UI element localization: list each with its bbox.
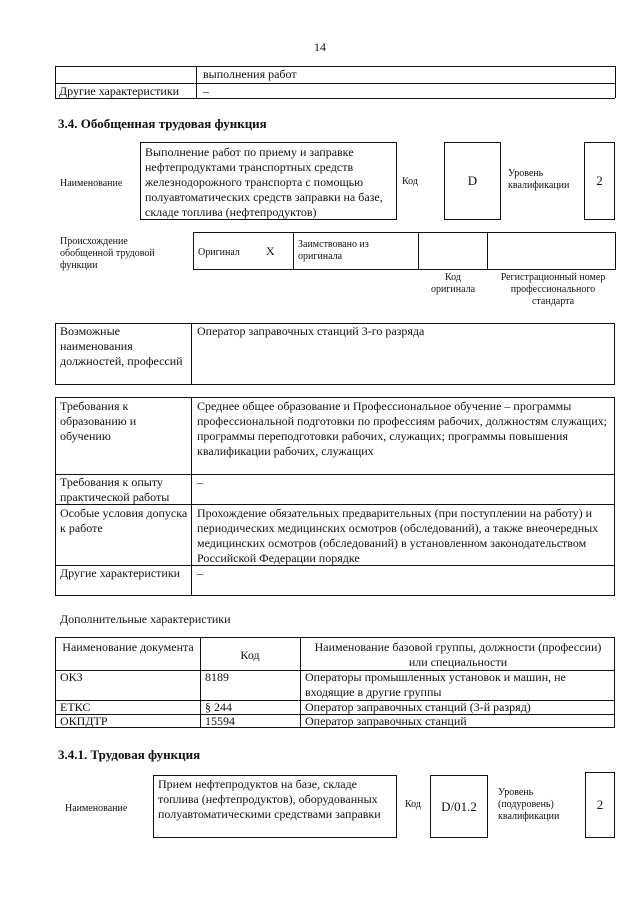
reg-number-caption: Регистрационный номер профессионального стандарта: [500, 272, 606, 307]
section-heading-3-4-1: 3.4.1. Трудовая функция: [58, 747, 201, 762]
extra-row-etks-code: § 244: [205, 700, 232, 714]
top-table-cell-continuation: выполнения работ: [203, 67, 297, 81]
code-original-caption: Код оригинала: [430, 272, 476, 295]
top-table-value-other: –: [203, 84, 209, 98]
code-label: Код: [402, 176, 418, 187]
function-name-box: [140, 142, 397, 220]
tf-level-value: 2: [596, 797, 604, 812]
requirement-value-admission: Прохождение обязательных предварительных (при поступлении на работу) и периодических медицинских осмотров (обследований), а также внеочередных медицинских осмотров (обследований) в установленном законодательством Российской Федерации порядке: [197, 506, 599, 565]
code-value: D: [467, 173, 478, 188]
extra-col-code: Код: [240, 648, 260, 662]
requirement-label-other: Другие характеристики: [60, 566, 181, 580]
section-heading-3-4: 3.4. Обобщенная трудовая функция: [58, 116, 267, 131]
tf-name-label: Наименование: [65, 803, 128, 814]
positions-value: Оператор заправочных станций 3-го разряда: [197, 324, 425, 338]
original-mark: X: [266, 244, 275, 258]
requirement-label-education: Требования к образованию и обучению: [60, 399, 137, 443]
tf-code-value-box: [430, 775, 488, 838]
level-value-box: [584, 142, 615, 220]
original-label: Оригинал: [198, 247, 240, 258]
tf-name-text: Прием нефтепродуктов на базе, складе топлива (нефтепродуктов), оборудованных полуавтоматическими средствами заправки: [158, 777, 381, 821]
function-name-text: Выполнение работ по приему и заправке нефтепродуктами транспортных средств железнодорожного транспорта с помощью полуавтоматических средств заправки на базе, складе топлива (нефтепродуктов): [145, 145, 383, 219]
requirement-label-admission: Особые условия допуска к работе: [60, 506, 188, 535]
origin-label: Происхождение обобщенной трудовой функции: [60, 236, 155, 271]
extra-row-etks-group: Оператор заправочных станций (3-й разряд): [305, 700, 531, 714]
name-label: Наименование: [60, 178, 123, 189]
tf-code-value: D/01.2: [441, 799, 477, 814]
extra-row-etks-document: ЕТКС: [60, 700, 91, 714]
level-label: Уровень квалификации: [508, 168, 570, 191]
tf-level-label: Уровень (подуровень) квалификации: [498, 787, 560, 822]
requirement-label-experience: Требования к опыту практической работы: [60, 475, 170, 504]
tf-level-value-box: [585, 772, 615, 838]
extra-row-okz-document: ОКЗ: [60, 670, 83, 684]
positions-label: Возможные наименования должностей, профессий: [60, 324, 183, 368]
requirement-value-education: Среднее общее образование и Профессиональное обучение – программы профессиональной подготовки по профессиям рабочих, должностям служащих; программы переподготовки рабочих, служащих; программы повышения квалификации рабочих, служащих: [197, 399, 607, 458]
extra-col-group: Наименование базовой группы, должности (профессии) или специальности: [314, 640, 602, 669]
extra-heading: Дополнительные характеристики: [60, 612, 231, 626]
level-value: 2: [596, 173, 603, 188]
code-value-box: [444, 142, 501, 220]
requirement-value-other: –: [197, 566, 203, 580]
extra-row-okpdtr-code: 15594: [205, 714, 235, 728]
extra-row-okpdtr-document: ОКПДТР: [60, 714, 108, 728]
extra-row-okz-code: 8189: [205, 670, 229, 684]
tf-name-box: [153, 775, 397, 838]
extra-row-okpdtr-group: Оператор заправочных станций: [305, 714, 467, 728]
borrowed-label: Заимствовано из оригинала: [298, 239, 369, 262]
extra-row-okz-group: Операторы промышленных установок и машин, не входящие в другие группы: [305, 670, 566, 699]
requirement-value-experience: –: [197, 475, 203, 489]
page-number: 14: [314, 40, 326, 54]
top-table-label-other: Другие характеристики: [59, 84, 180, 98]
tf-code-label: Код: [405, 799, 421, 810]
extra-col-document: Наименование документа: [62, 640, 194, 654]
